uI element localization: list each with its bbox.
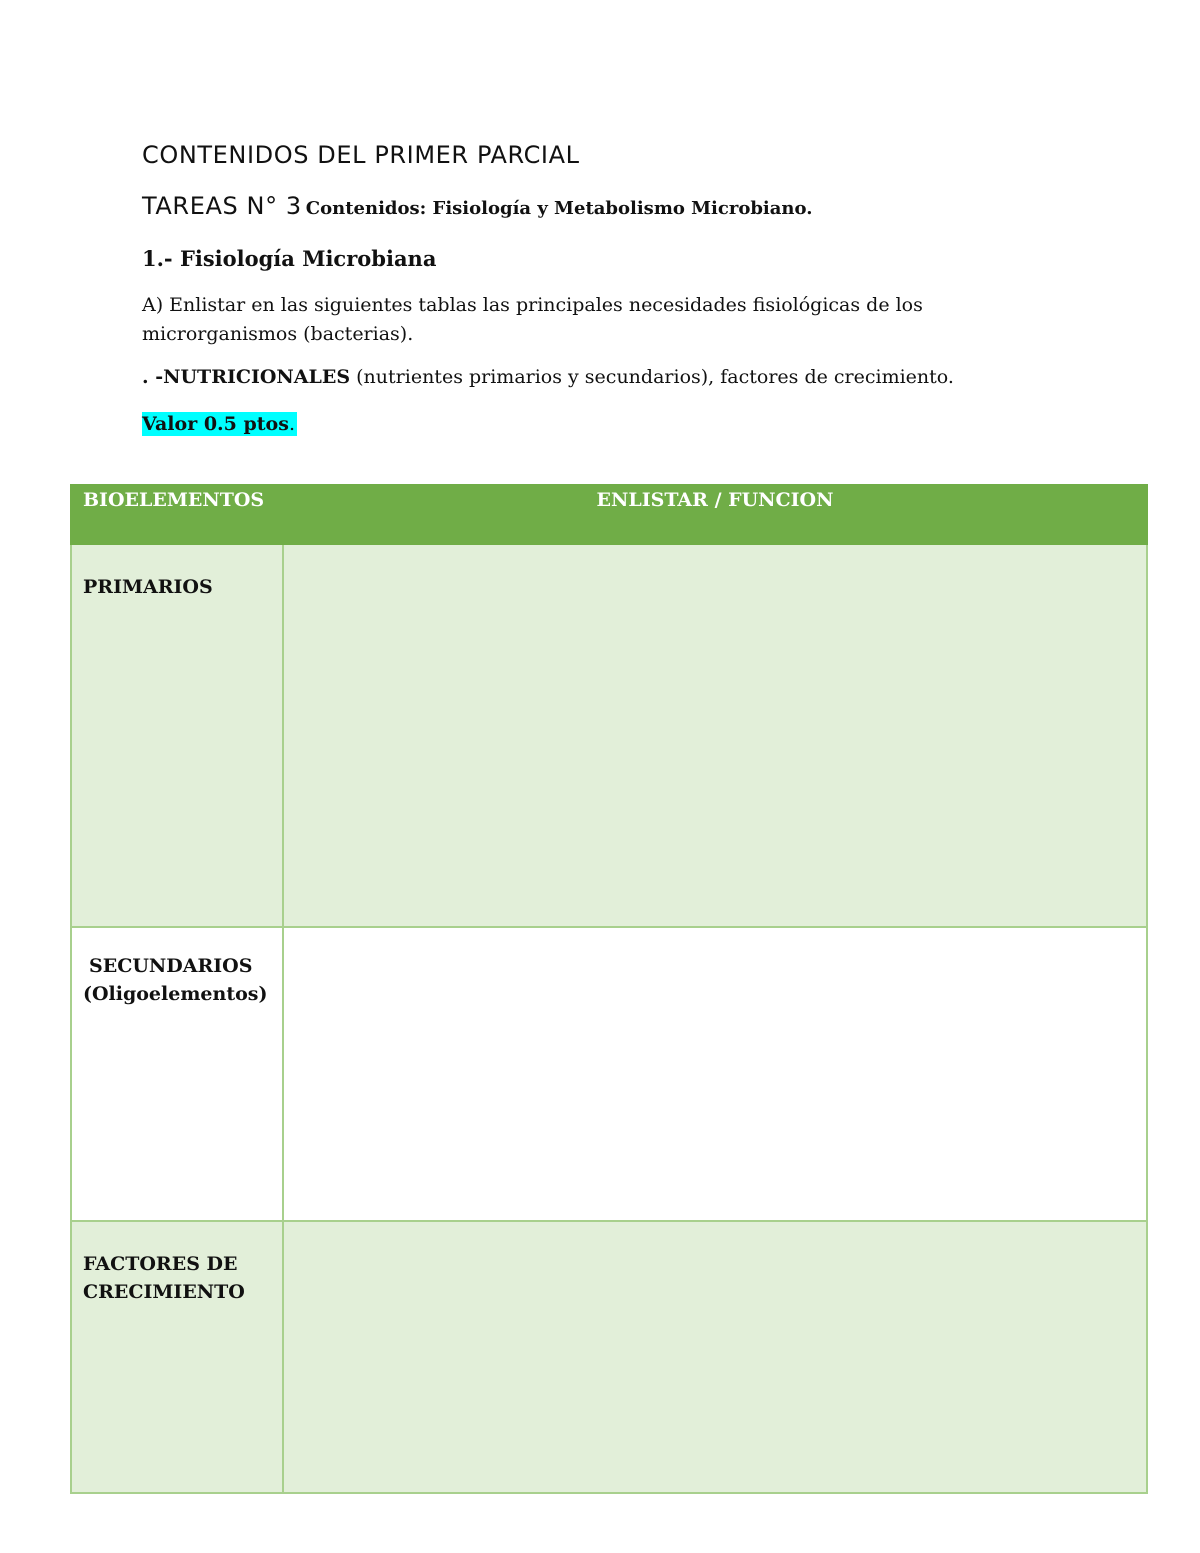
task-line <box>142 192 812 220</box>
table-row <box>71 544 1147 927</box>
row-label-line: SECUNDARIOS <box>89 955 253 977</box>
header-enlistar-funcion: ENLISTAR / FUNCION <box>283 485 1147 544</box>
table-row <box>71 927 1147 1221</box>
table-header-row <box>71 485 1147 544</box>
bioelements-table <box>70 484 1148 1494</box>
row-label-primarios <box>71 544 283 927</box>
row-label-line: PRIMARIOS <box>83 576 213 598</box>
entry-cell-factores[interactable] <box>283 1221 1147 1493</box>
value-suffix: . <box>288 413 295 435</box>
row-label-secundarios <box>71 927 283 1221</box>
row-label-line: (Oligoelementos) <box>83 983 268 1005</box>
table-row <box>71 1221 1147 1493</box>
nutritional-rest: (nutrientes primarios y secundarios), factores de crecimiento. <box>350 366 954 388</box>
nutritional-prefix: . -NUTRICIONALES <box>142 366 351 388</box>
entry-cell-secundarios[interactable] <box>283 927 1147 1221</box>
entry-cell-primarios[interactable] <box>283 544 1147 927</box>
nutritional-line <box>142 366 954 388</box>
document-title: CONTENIDOS DEL PRIMER PARCIAL <box>142 141 580 169</box>
value-highlight <box>142 412 297 436</box>
row-label-line: FACTORES DE <box>83 1253 238 1275</box>
task-label: TAREAS N° 3 <box>142 192 302 220</box>
instruction-paragraph: A) Enlistar en las siguientes tablas las principales necesidades fisiológicas de los microrganismos (bacterias). <box>142 294 923 345</box>
section-heading: 1.- Fisiología Microbiana <box>142 246 437 271</box>
row-label-line: CRECIMIENTO <box>83 1281 245 1303</box>
row-label-factores <box>71 1221 283 1493</box>
task-contents: Contenidos: Fisiología y Metabolismo Microbiano. <box>305 198 813 219</box>
header-bioelementos: BIOELEMENTOS <box>71 485 283 544</box>
value-text: Valor 0.5 ptos <box>142 413 289 435</box>
